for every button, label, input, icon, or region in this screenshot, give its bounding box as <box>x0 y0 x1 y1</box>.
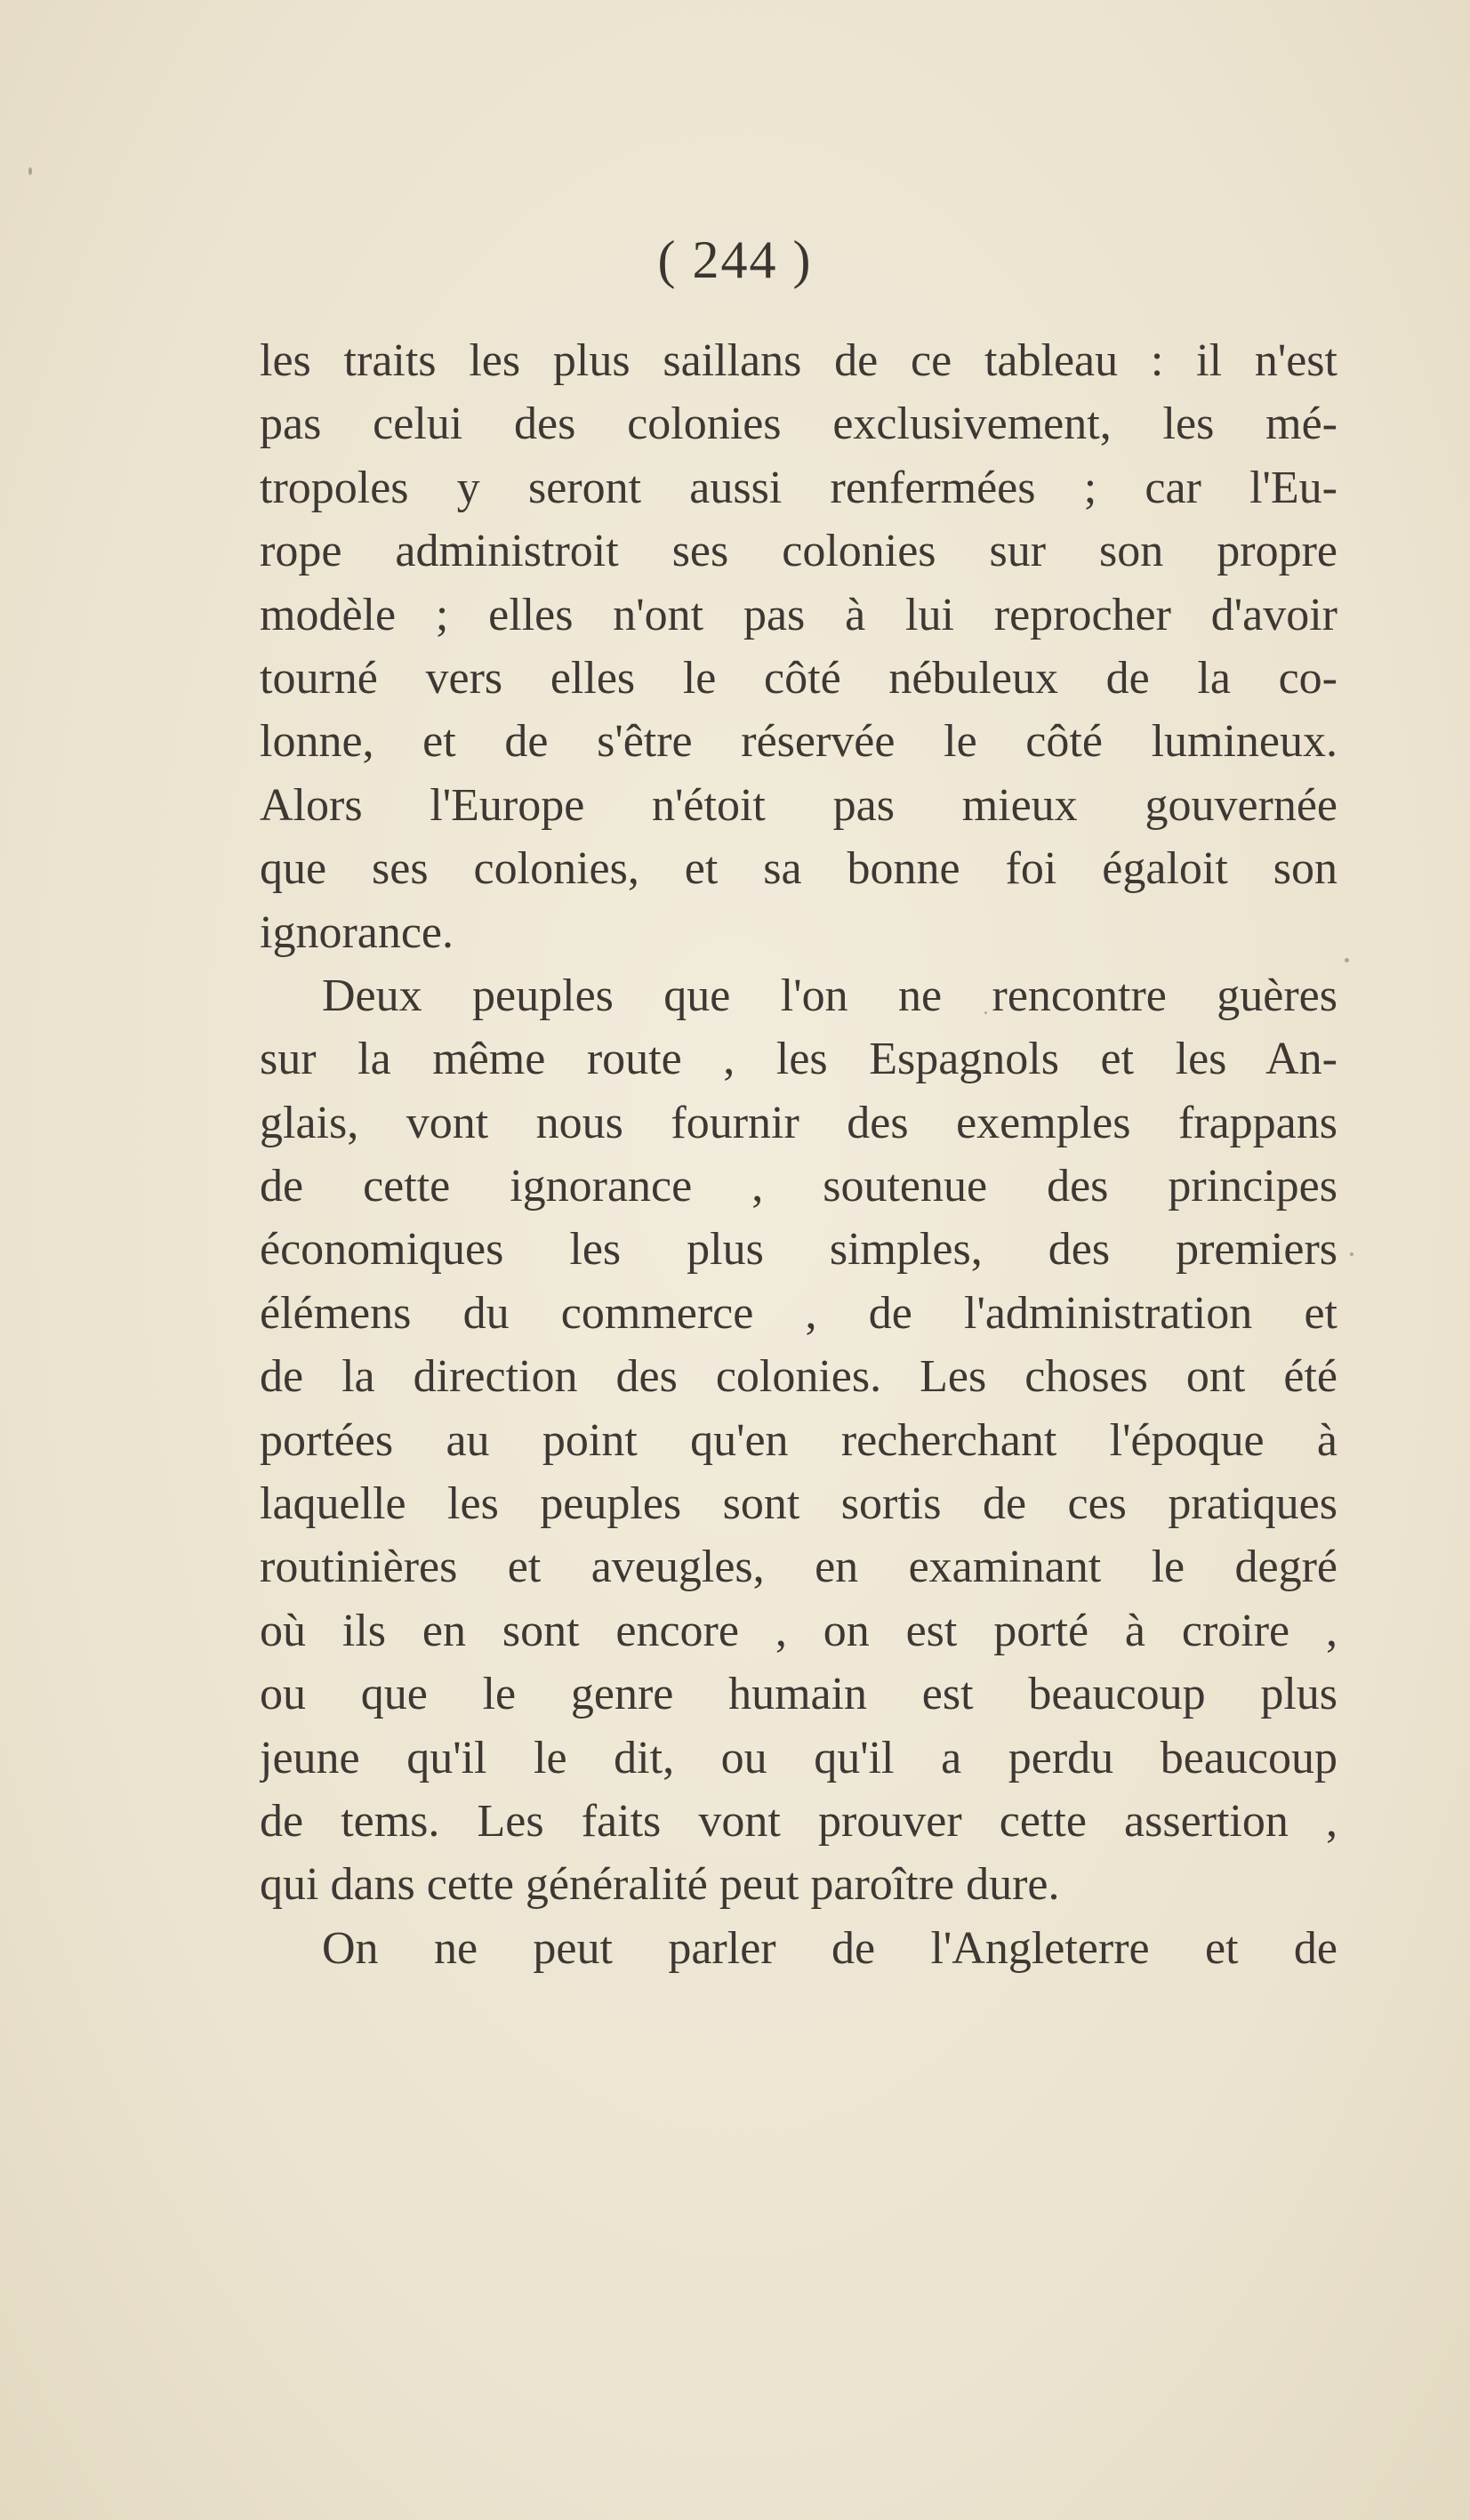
text-line: Alors l'Europe n'étoit pas mieux gouvernée <box>260 779 1337 831</box>
text-line: glais, vont nous fournir des exemples frappans <box>260 1097 1337 1148</box>
paper-speck <box>1345 958 1349 962</box>
text-line: de cette ignorance , soutenue des principes <box>260 1161 1337 1212</box>
text-line: économiques les plus simples, des premiers <box>260 1224 1337 1276</box>
text-line: tropoles y seront aussi renfermées ; car l'Eu- <box>260 462 1337 513</box>
text-line: jeune qu'il le dit, ou qu'il a perdu beaucoup <box>260 1732 1337 1783</box>
body-text <box>260 329 1337 1980</box>
text-line: modèle ; elles n'ont pas à lui reprocher d'avoir <box>260 589 1337 640</box>
paper-speck <box>28 167 32 175</box>
text-line: portées au point qu'en recherchant l'époque à <box>260 1414 1337 1466</box>
text-line: ou que le genre humain est beaucoup plus <box>260 1669 1337 1720</box>
text-line: ignorance. <box>260 906 454 958</box>
page-number: ( 244 ) <box>657 230 813 289</box>
text-line: Deux peuples que l'on ne rencontre guères <box>322 970 1337 1021</box>
text-line: élémens du commerce , de l'administration et <box>260 1287 1337 1339</box>
text-line: les traits les plus saillans de ce tableau : il n'est <box>260 335 1337 386</box>
text-line: qui dans cette généralité peut paroître dure. <box>260 1859 1060 1911</box>
text-line: pas celui des colonies exclusivement, les mé- <box>260 399 1337 450</box>
text-line: sur la même route , les Espagnols et les An- <box>260 1034 1337 1085</box>
text-line: lonne, et de s'être réservée le côté lumineux. <box>260 716 1337 768</box>
text-line: rope administroit ses colonies sur son propre <box>260 526 1337 577</box>
text-line: de tems. Les faits vont prouver cette assertion , <box>260 1795 1337 1847</box>
text-line: que ses colonies, et sa bonne foi égaloit son <box>260 843 1337 895</box>
text-line: où ils en sont encore , on est porté à croire , <box>260 1605 1337 1656</box>
text-line: On ne peut parler de l'Angleterre et de <box>322 1922 1337 1974</box>
paper-speck <box>1350 1252 1354 1256</box>
text-line: routinières et aveugles, en examinant le degré <box>260 1542 1337 1593</box>
text-line: tourné vers elles le côté nébuleux de la co- <box>260 652 1337 704</box>
text-line: de la direction des colonies. Les choses ont été <box>260 1351 1337 1403</box>
text-line: laquelle les peuples sont sortis de ces pratiques <box>260 1478 1337 1530</box>
